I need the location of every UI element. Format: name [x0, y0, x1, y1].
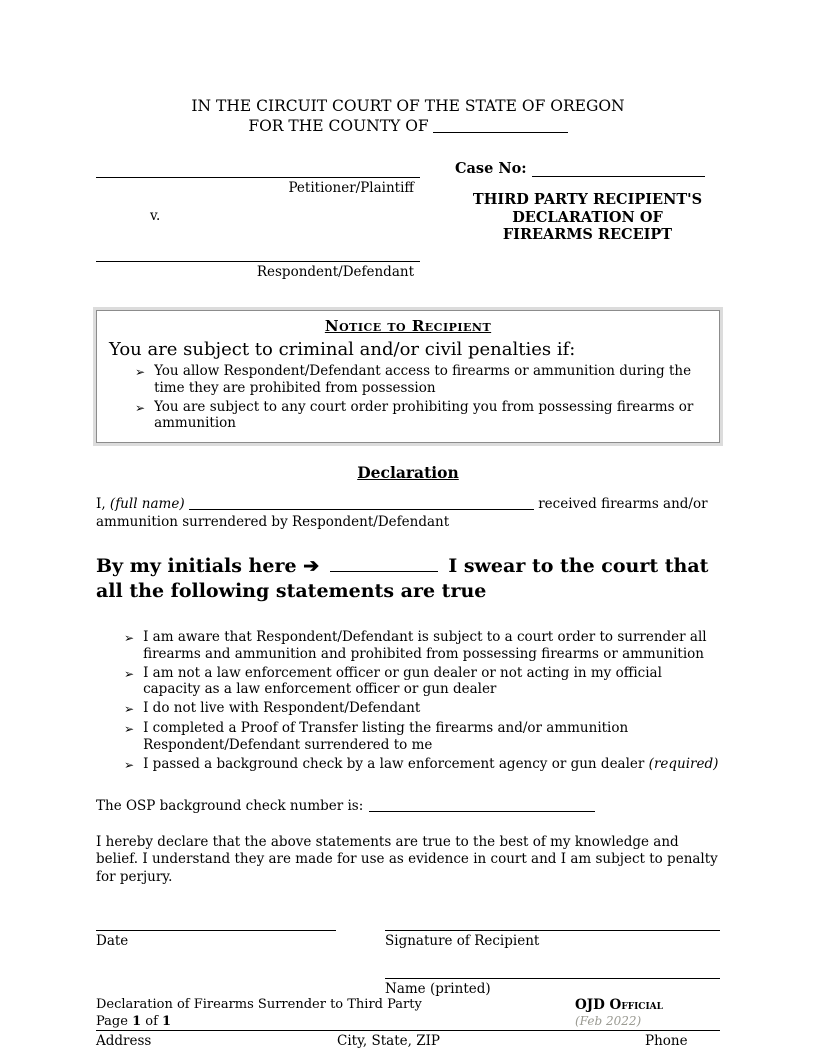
full-name-paragraph: [96, 496, 720, 532]
phone-label: Phone: [645, 1033, 688, 1050]
footer-page-word: Page: [96, 1013, 128, 1029]
notice-item-text: You are subject to any court order prohibiting you from possessing firearms or ammunition: [154, 398, 694, 432]
respondent-label: Respondent/Defendant: [256, 264, 414, 281]
respondent-name-field[interactable]: [96, 244, 420, 262]
perjury-statement: I hereby declare that the above statements are true to the best of my knowledge and belief. I understand they are made for use as evidence in court and I am subject to penalty for perjury.: [96, 833, 718, 886]
case-no-label: Case No:: [455, 160, 527, 178]
notice-item: [135, 363, 709, 396]
arrow-bullet-icon: ➢: [135, 400, 146, 415]
name-printed-label: Name (printed): [385, 981, 491, 998]
statement-text: I do not live with Respondent/Defendant: [143, 700, 421, 717]
i-prefix: I,: [96, 496, 106, 513]
footer-left: [96, 997, 575, 1030]
case-no-field[interactable]: [532, 160, 705, 177]
form-title-line: THIRD PARTY RECIPIENT'S: [472, 191, 703, 209]
osp-number-field[interactable]: [369, 798, 595, 812]
statement-text: I completed a Proof of Transfer listing the firearms and/or ammunition Respondent/Defendant surrendered to me: [143, 720, 629, 753]
page-footer: [96, 997, 720, 1030]
arrow-bullet-icon: ➢: [124, 757, 135, 772]
footer-doc-title: Declaration of Firearms Surrender to Third Party: [96, 997, 422, 1012]
osp-label: The OSP background check number is:: [96, 797, 364, 814]
notice-heading: Notice to Recipient: [324, 317, 492, 336]
court-title: IN THE CIRCUIT COURT OF THE STATE OF OREGON: [191, 97, 625, 115]
initials-prefix: By my initials here: [96, 554, 297, 577]
arrow-bullet-icon: ➢: [135, 365, 146, 380]
footer-page-num: 1: [132, 1013, 142, 1029]
notice-box: [96, 310, 720, 443]
statement-text-main: I passed a background check by a law enforcement agency or gun dealer: [143, 755, 645, 772]
initials-heading: [96, 554, 720, 603]
arrow-bullet-icon: ➢: [124, 702, 135, 717]
initials-arrow-icon: ➔: [303, 554, 320, 577]
form-title-line: DECLARATION OF: [512, 208, 663, 226]
signature-label: Signature of Recipient: [385, 933, 540, 950]
petitioner-name-field[interactable]: [96, 160, 420, 178]
received-text: received firearms and/or ammunition surrendered by Respondent/Defendant: [96, 496, 708, 531]
footer-page-total: 1: [162, 1013, 172, 1029]
city-state-zip-label: City, State, ZIP: [337, 1033, 441, 1050]
initials-suffix: I swear to the court that all the following statements are true: [96, 554, 709, 602]
arrow-bullet-icon: ➢: [124, 722, 135, 737]
form-title: [455, 191, 720, 243]
name-printed-field[interactable]: [385, 963, 720, 979]
footer-revision-date: (Feb 2022): [575, 1014, 642, 1029]
notice-item-text: You allow Respondent/Defendant access to firearms or ammunition during the time they are prohibited from possession: [154, 363, 692, 397]
signature-row: [96, 915, 720, 997]
osp-row: [96, 798, 720, 814]
footer-right: [575, 997, 720, 1030]
statement-item: [124, 756, 720, 774]
statement-item: [124, 665, 720, 698]
address-label: Address: [96, 1033, 152, 1050]
initials-field[interactable]: [330, 558, 438, 572]
footer-ojd-official: OJD Official: [575, 997, 663, 1013]
notice-list: [107, 363, 709, 432]
footer-of-word: of: [145, 1013, 158, 1029]
signature-column: [385, 915, 720, 997]
petitioner-label: Petitioner/Plaintiff: [288, 180, 414, 197]
court-header: [96, 96, 720, 136]
caption-case-info: [420, 160, 720, 280]
arrow-bullet-icon: ➢: [124, 631, 135, 646]
case-caption: [96, 160, 720, 280]
form-title-line: FIREARMS RECEIPT: [502, 226, 673, 244]
caption-parties: [96, 160, 420, 280]
statement-text: I am not a law enforcement officer or gun dealer or not acting in my official capacity as a law enforcement officer or gun dealer: [143, 664, 662, 698]
versus-label: v.: [150, 208, 161, 225]
date-column: [96, 915, 336, 997]
arrow-bullet-icon: ➢: [124, 666, 135, 681]
statement-item: [124, 700, 720, 718]
statement-text: [143, 756, 720, 774]
full-name-field[interactable]: [189, 496, 534, 510]
statement-text: I am aware that Respondent/Defendant is subject to a court order to surrender all firearms and ammunition and prohibited from possessing firearms or ammunition: [143, 629, 707, 662]
address-labels: [96, 1033, 720, 1049]
date-label: Date: [96, 933, 129, 950]
county-line: [96, 116, 720, 136]
county-name-field[interactable]: [433, 119, 568, 133]
statement-item: [124, 720, 720, 753]
date-field[interactable]: [96, 915, 336, 931]
footer-page-number: [96, 1014, 575, 1031]
case-number-row: [455, 160, 720, 177]
notice-intro: You are subject to criminal and/or civil penalties if:: [109, 339, 576, 361]
signature-field[interactable]: [385, 915, 720, 931]
statement-item: [124, 629, 720, 662]
notice-item: [135, 399, 709, 432]
county-prefix: FOR THE COUNTY OF: [248, 117, 429, 136]
required-note: (required): [648, 755, 719, 772]
full-name-label: (full name): [109, 496, 185, 513]
declaration-heading: Declaration: [357, 463, 459, 483]
statements-list: [96, 629, 720, 773]
